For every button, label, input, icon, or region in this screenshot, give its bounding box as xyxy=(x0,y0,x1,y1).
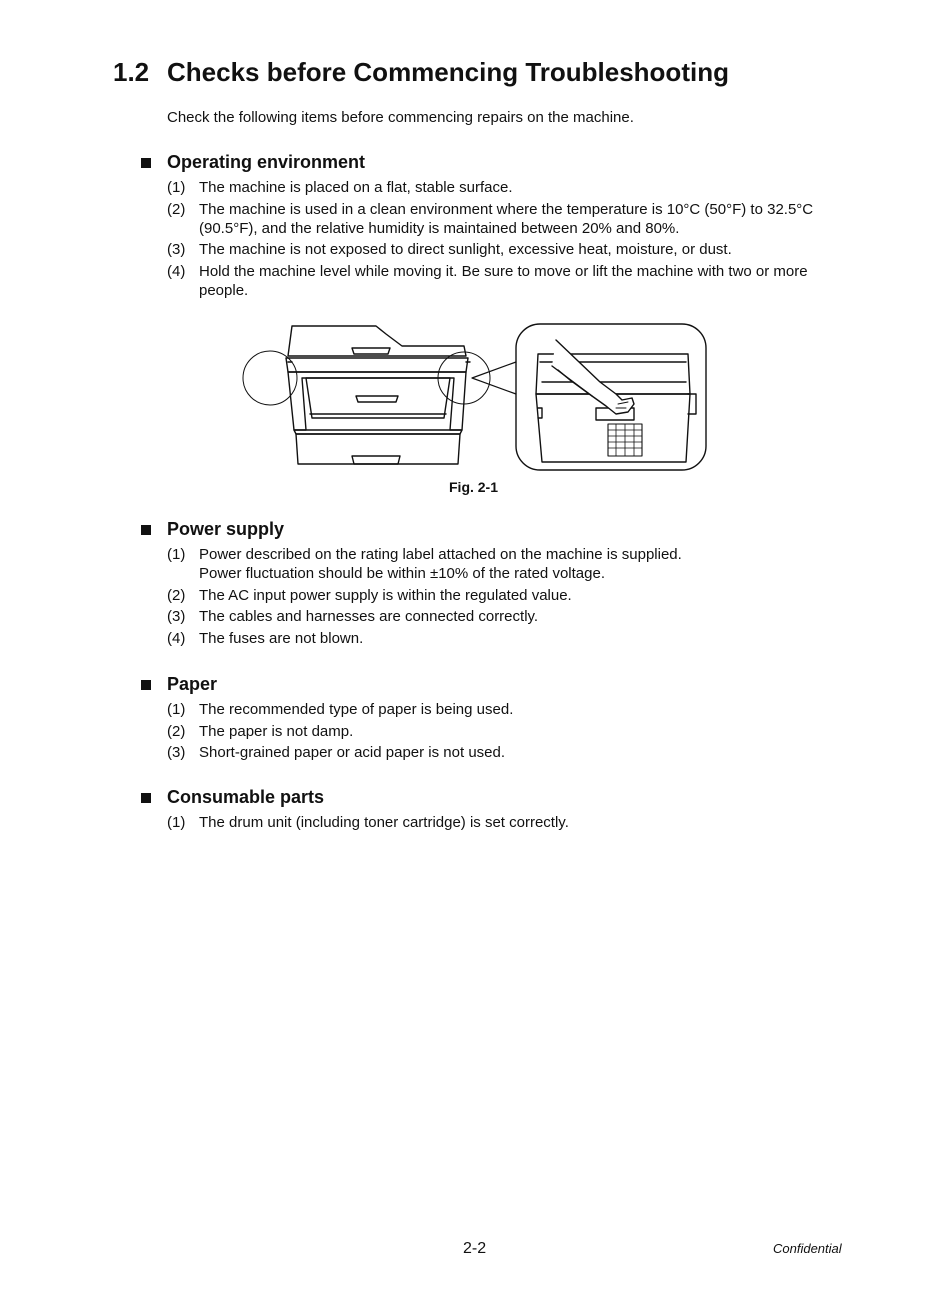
section-paper xyxy=(140,674,840,765)
item-number: (1) xyxy=(167,546,186,563)
section-header xyxy=(140,787,840,813)
list-item xyxy=(140,813,840,832)
item-number: (1) xyxy=(167,814,186,831)
intro-text: Check the following items before commencing repairs on the machine. xyxy=(167,109,634,126)
item-text: The paper is not damp. xyxy=(199,722,354,740)
item-number: (3) xyxy=(167,744,186,761)
square-bullet-icon xyxy=(141,793,151,803)
square-bullet-icon xyxy=(141,158,151,168)
item-number: (4) xyxy=(167,629,186,647)
item-number: (4) xyxy=(167,262,186,280)
list-item xyxy=(140,586,840,605)
footer-confidential-label: Confidential xyxy=(773,1241,842,1256)
item-number: (1) xyxy=(167,179,186,196)
section-subtitle: Operating environment xyxy=(167,152,366,172)
item-text: The cables and harnesses are connected correctly. xyxy=(199,608,539,625)
item-text: The machine is placed on a flat, stable surface. xyxy=(199,179,513,196)
section-subtitle: Consumable parts xyxy=(167,787,325,807)
item-number: (3) xyxy=(167,608,186,625)
item-number: (2) xyxy=(167,200,186,218)
square-bullet-icon xyxy=(141,525,151,535)
item-list xyxy=(140,700,840,762)
section-operating-environment xyxy=(140,152,840,302)
list-item xyxy=(140,178,840,197)
item-list xyxy=(140,813,840,832)
list-item xyxy=(140,700,840,719)
item-number: (1) xyxy=(167,701,186,718)
item-list xyxy=(140,545,840,648)
item-text: Short-grained paper or acid paper is not used. xyxy=(199,744,506,761)
item-text: The fuses are not blown. xyxy=(199,629,364,647)
list-item xyxy=(140,545,840,583)
list-item xyxy=(140,743,840,762)
item-list xyxy=(140,178,840,300)
section-header xyxy=(140,674,840,700)
item-text: Hold the machine level while moving it. Be sure to move or lift the machine with two or more people. xyxy=(199,262,808,299)
item-number: (3) xyxy=(167,241,186,258)
item-text: The AC input power supply is within the regulated value. xyxy=(199,586,572,604)
section-heading xyxy=(113,57,729,88)
section-title: Checks before Commencing Troubleshooting xyxy=(167,57,729,87)
figure-caption: Fig. 2-1 xyxy=(449,479,499,495)
list-item xyxy=(140,262,840,300)
item-text: The machine is used in a clean environment where the temperature is 10°C (50°F) to 32.5°C (90.5°F), and the relative humidity is maintained between 20% and 80%. xyxy=(199,200,814,237)
list-item xyxy=(140,240,840,259)
section-subtitle: Paper xyxy=(167,674,218,694)
section-header xyxy=(140,519,840,545)
page-number: 2-2 xyxy=(463,1240,487,1257)
square-bullet-icon xyxy=(141,680,151,690)
section-consumable-parts xyxy=(140,787,840,835)
list-item xyxy=(140,200,840,238)
item-text: The recommended type of paper is being used. xyxy=(199,701,514,718)
list-item xyxy=(140,722,840,741)
item-text: Power described on the rating label attached on the machine is supplied. Power fluctuation should be within ±10% of the rated voltage. xyxy=(199,546,682,582)
item-number: (2) xyxy=(167,722,186,740)
item-text: The machine is not exposed to direct sunlight, excessive heat, moisture, or dust. xyxy=(199,241,732,258)
item-number: (2) xyxy=(167,586,186,604)
list-item xyxy=(140,607,840,626)
list-item xyxy=(140,629,840,648)
item-text: The drum unit (including toner cartridge) is set correctly. xyxy=(199,814,569,831)
section-header xyxy=(140,152,840,178)
section-subtitle: Power supply xyxy=(167,519,285,539)
section-number: 1.2 xyxy=(113,57,150,87)
machine-lifting-figure xyxy=(240,322,710,474)
section-power-supply xyxy=(140,519,840,650)
